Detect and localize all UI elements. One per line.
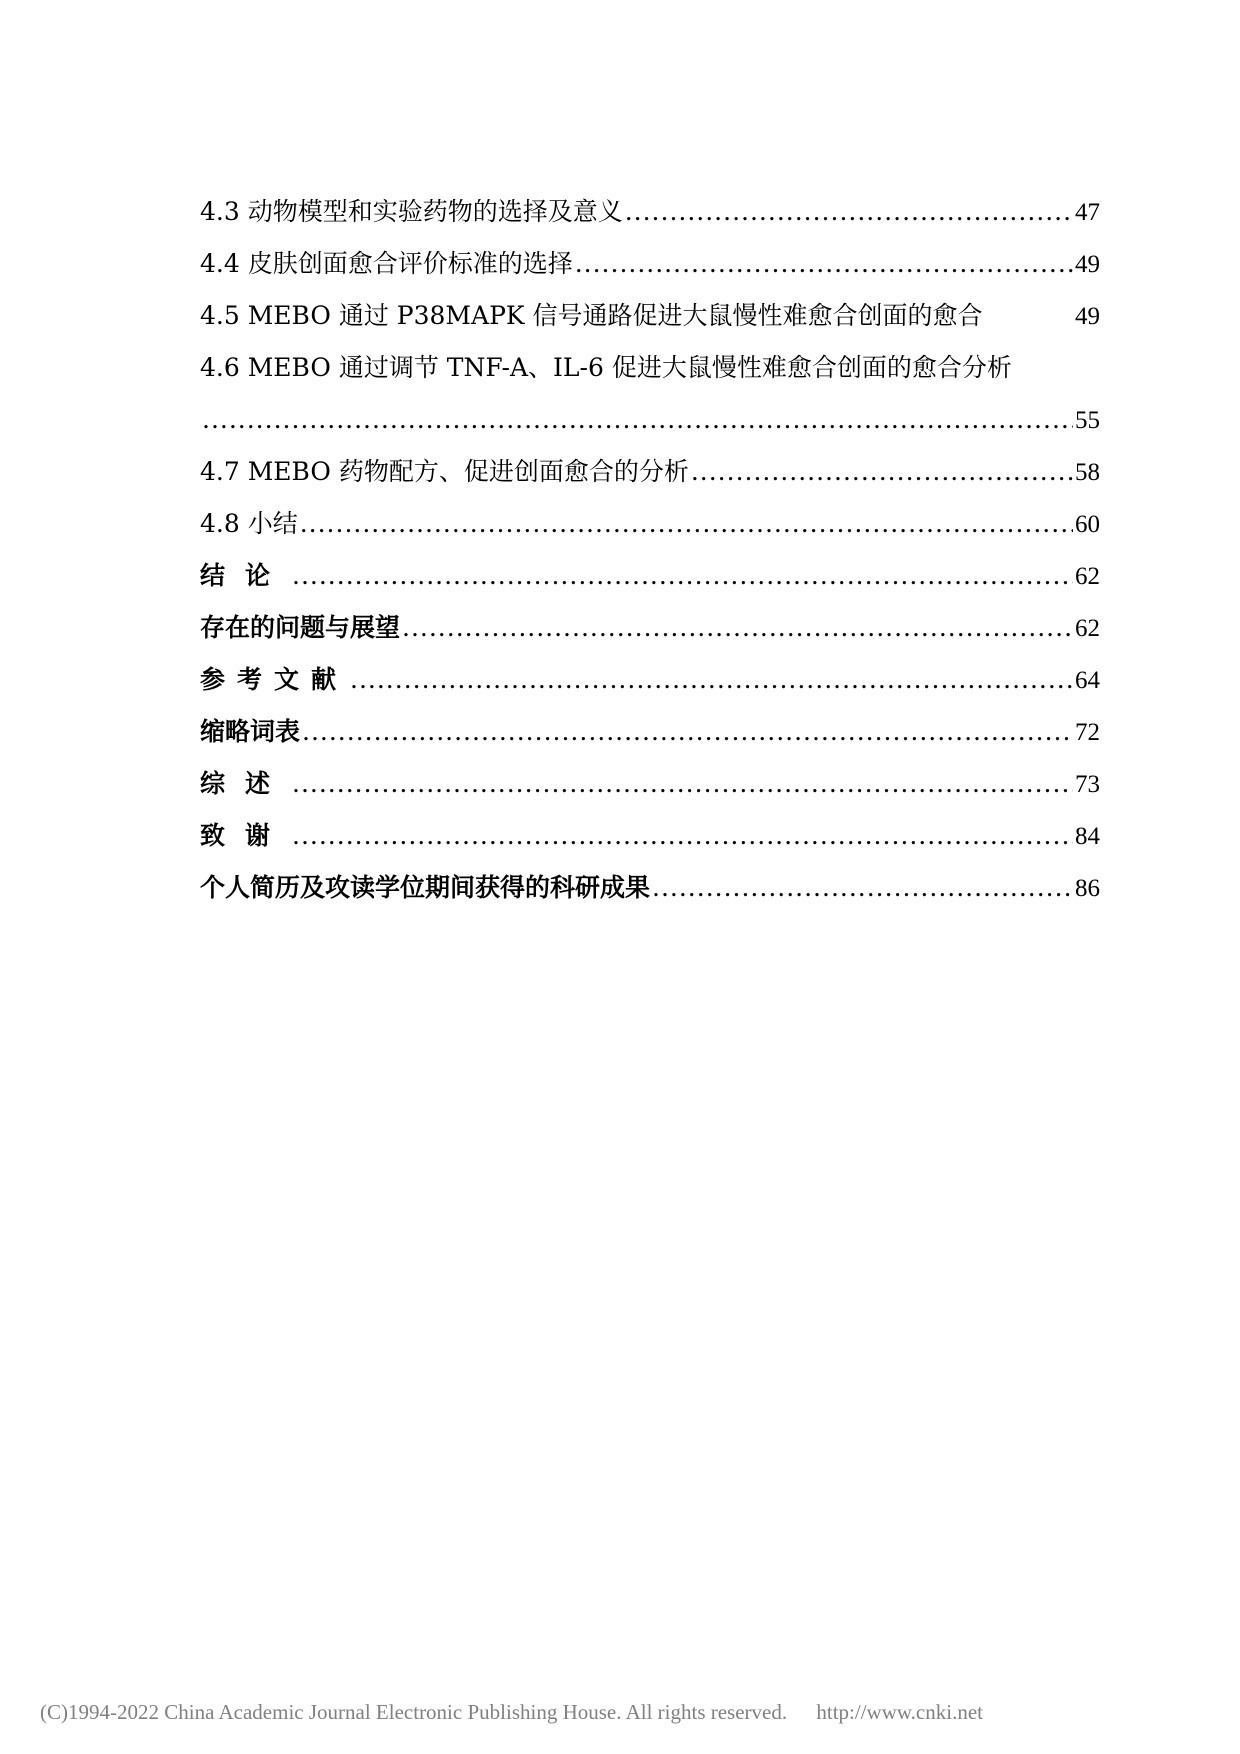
toc-leader-dots [300, 498, 1073, 550]
toc-entry-title: 参考文献 [200, 665, 349, 694]
toc-entry-page: 55 [1075, 407, 1100, 434]
toc-entry-page: 62 [1075, 563, 1100, 590]
toc-leader-dots [625, 186, 1073, 238]
toc-entry[interactable] [200, 186, 1100, 238]
toc-entry-page: 73 [1075, 771, 1100, 798]
toc-entry-problems-outlook[interactable] [200, 602, 1100, 654]
toc-entry-title: 缩略词表 [200, 717, 301, 746]
toc-entry-page: 72 [1075, 719, 1100, 746]
table-of-contents [200, 186, 1100, 914]
toc-leader-dots [302, 706, 1073, 758]
toc-leader-dots [202, 394, 1073, 446]
toc-entry[interactable] [200, 290, 1100, 342]
toc-entry-conclusion[interactable] [200, 550, 1100, 602]
toc-leader-dots [402, 602, 1073, 654]
toc-entry-title: 存在的问题与展望 [200, 613, 401, 642]
toc-entry-page: 47 [1075, 199, 1100, 226]
toc-entry-cv-achievements[interactable] [200, 862, 1100, 914]
toc-entry-page: 62 [1075, 615, 1100, 642]
toc-entry-continuation[interactable] [200, 394, 1100, 446]
toc-leader-dots [575, 238, 1073, 290]
toc-entry-title: 结论 [200, 561, 291, 590]
toc-entry-title: 4.4 皮肤创面愈合评价标准的选择 [200, 249, 573, 278]
toc-entry-page: 49 [1075, 303, 1100, 330]
toc-entry[interactable] [200, 342, 1100, 394]
toc-entry-references[interactable] [200, 654, 1100, 706]
toc-entry-title: 4.8 小结 [200, 509, 298, 538]
toc-entry-title: 4.7 MEBO 药物配方、促进创面愈合的分析 [200, 457, 689, 486]
page-footer [40, 1700, 983, 1725]
toc-entry-page: 49 [1075, 251, 1100, 278]
toc-entry-title: 致谢 [200, 821, 291, 850]
toc-entry[interactable] [200, 446, 1100, 498]
toc-leader-dots [691, 446, 1073, 498]
toc-entry-title: 4.3 动物模型和实验药物的选择及意义 [200, 197, 623, 226]
footer-url: http://www.cnki.net [816, 1700, 983, 1724]
toc-leader-dots [292, 758, 1073, 810]
toc-leader-dots [350, 654, 1073, 706]
toc-leader-dots [652, 862, 1073, 914]
toc-entry-page: 84 [1075, 823, 1100, 850]
toc-entry-title: 4.5 MEBO 通过 P38MAPK 信号通路促进大鼠慢性难愈合创面的愈合 [200, 301, 983, 330]
toc-entry-page: 64 [1075, 667, 1100, 694]
toc-entry-review[interactable] [200, 758, 1100, 810]
toc-leader-dots [292, 810, 1073, 862]
toc-entry-title: 个人简历及攻读学位期间获得的科研成果 [200, 873, 651, 902]
toc-entry[interactable] [200, 238, 1100, 290]
toc-entry-page: 58 [1075, 459, 1100, 486]
toc-entry-acknowledgements[interactable] [200, 810, 1100, 862]
toc-entry-page: 86 [1075, 875, 1100, 902]
toc-entry-title: 综述 [200, 769, 291, 798]
toc-entry-page: 60 [1075, 511, 1100, 538]
toc-entry-abbreviations[interactable] [200, 706, 1100, 758]
toc-leader-dots [292, 550, 1073, 602]
toc-entry[interactable] [200, 498, 1100, 550]
toc-entry-title: 4.6 MEBO 通过调节 TNF-A、IL-6 促进大鼠慢性难愈合创面的愈合分析 [200, 353, 1012, 382]
copyright-notice: (C)1994-2022 China Academic Journal Electronic Publishing House. All rights reserved. [40, 1700, 788, 1724]
